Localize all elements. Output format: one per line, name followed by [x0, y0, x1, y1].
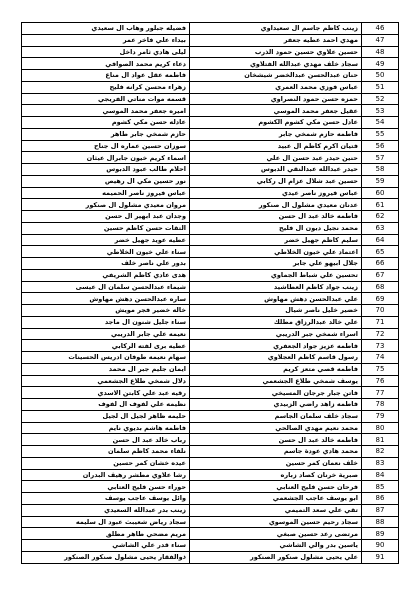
- table-row: [22, 340, 399, 352]
- second-name-cell: عيده خشان كمر حسين: [22, 457, 190, 469]
- second-name-cell: نلفاء محمد كاظم سلمان: [22, 446, 190, 458]
- table-row: [22, 328, 399, 340]
- table-row: [22, 93, 399, 105]
- first-name-cell: يوسف شمخي طلاع الجشعمي: [190, 375, 362, 387]
- first-name-cell: فتيان اكرم كاظم ال عبيد: [190, 140, 362, 152]
- table-row: [22, 457, 399, 469]
- second-name-cell: ليلى هادي ثامر داخل: [22, 46, 190, 58]
- first-name-cell: حسين علاوي حسين حمود الذرب: [190, 46, 362, 58]
- row-number-cell: 71: [362, 316, 399, 328]
- table-row: [22, 164, 399, 176]
- table-row: [22, 399, 399, 411]
- table-row: [22, 117, 399, 129]
- row-number-cell: 64: [362, 234, 399, 246]
- second-name-cell: عادله حسن مكي كشوم: [22, 117, 190, 129]
- second-name-cell: سناء علي خيون الخلاطي: [22, 246, 190, 258]
- table-row: [22, 234, 399, 246]
- second-name-cell: فاطمه هاشم بديوي نايم: [22, 422, 190, 434]
- row-number-cell: 80: [362, 422, 399, 434]
- second-name-cell: نظيمه علي لفوف ال لفوف: [22, 399, 190, 411]
- row-number-cell: 75: [362, 363, 399, 375]
- table-row: [22, 281, 399, 293]
- second-name-cell: سهام نعيمه طوفان ادريس الحسينات: [22, 352, 190, 364]
- table-row: [22, 481, 399, 493]
- row-number-cell: 86: [362, 493, 399, 505]
- row-number-cell: 81: [362, 434, 399, 446]
- first-name-cell: اسراء شمخي جبر الدريبي: [190, 328, 362, 340]
- table-row: [22, 222, 399, 234]
- row-number-cell: 78: [362, 399, 399, 411]
- second-name-cell: عطيه برى لفته الركابي: [22, 340, 190, 352]
- first-name-cell: ياسين بدر والي الشاشي: [190, 540, 362, 552]
- second-name-cell: سناء قدر علي الشاشي: [22, 540, 190, 552]
- first-name-cell: حسين عبد شلال عزام ال ركابي: [190, 175, 362, 187]
- first-name-cell: فاطمه خالد عبد ال حسن: [190, 211, 362, 223]
- first-name-cell: خلف نعمان كمر حسين: [190, 457, 362, 469]
- second-name-cell: احلام طالب عبود الدبوس: [22, 164, 190, 176]
- row-number-cell: 47: [362, 34, 399, 46]
- second-name-cell: زينب بدر عبدالله السعيدي: [22, 504, 190, 516]
- second-name-cell: بدور علي ناصر خلف: [22, 258, 190, 270]
- second-name-cell: عطيه عويد جهيل خضر: [22, 234, 190, 246]
- table-row: [22, 422, 399, 434]
- second-name-cell: رباب خالد عبد ال حسن: [22, 434, 190, 446]
- second-name-cell: نور حسين مكي ال رهيص: [22, 175, 190, 187]
- second-name-cell: قسمه موات مناتي الفريجي: [22, 93, 190, 105]
- row-number-cell: 79: [362, 410, 399, 422]
- first-name-cell: فاطمه زاهد راضي الزبيدي: [190, 399, 362, 411]
- row-number-cell: 60: [362, 187, 399, 199]
- first-name-cell: سليم كاظم جهيل خضر: [190, 234, 362, 246]
- row-number-cell: 61: [362, 199, 399, 211]
- row-number-cell: 70: [362, 305, 399, 317]
- table-row: [22, 387, 399, 399]
- first-name-cell: زينب جواد كاظم العطاشيد: [190, 281, 362, 293]
- first-name-cell: فاطمه قصي متعز كريم: [190, 363, 362, 375]
- second-name-cell: وائل يوسف عاجب يوسف: [22, 493, 190, 505]
- first-name-cell: سجاد خلف مهدي عبدالله الفتلاوي: [190, 58, 362, 70]
- second-name-cell: بيداء علي فاخر عمر: [22, 34, 190, 46]
- first-name-cell: فرحان حسن فليح العنابي: [190, 481, 362, 493]
- names-table-body: [22, 23, 399, 564]
- second-name-cell: التقات حسن كاظم حسين: [22, 222, 190, 234]
- row-number-cell: 67: [362, 269, 399, 281]
- first-name-cell: عباس فيروز ناصر عيدي: [190, 187, 362, 199]
- row-number-cell: 77: [362, 387, 399, 399]
- second-name-cell: رشا علاوي مطشر رهيف البدران: [22, 469, 190, 481]
- table-row: [22, 23, 399, 35]
- row-number-cell: 68: [362, 281, 399, 293]
- first-name-cell: تقي علي سعد التميمي: [190, 504, 362, 516]
- table-row: [22, 211, 399, 223]
- row-number-cell: 72: [362, 328, 399, 340]
- table-row: [22, 128, 399, 140]
- first-name-cell: علي يحيى مشلول صنكور الصنكور: [190, 551, 362, 563]
- first-name-cell: سجاد خلف سلمان الجاسم: [190, 410, 362, 422]
- row-number-cell: 54: [362, 117, 399, 129]
- table-row: [22, 70, 399, 82]
- first-name-cell: عباس فوزي محمد العمري: [190, 81, 362, 93]
- row-number-cell: 51: [362, 81, 399, 93]
- table-row: [22, 81, 399, 93]
- first-name-cell: محمد هادي عودة جاسم: [190, 446, 362, 458]
- first-name-cell: فاطمه عزيز جواد الجعفري: [190, 340, 362, 352]
- second-name-cell: نعيمه علي جابر الدريبي: [22, 328, 190, 340]
- row-number-cell: 83: [362, 457, 399, 469]
- row-number-cell: 57: [362, 152, 399, 164]
- second-name-cell: حوراء حسن فليح العتابي: [22, 481, 190, 493]
- first-name-cell: فاطمه خالد عبد ال حسن: [190, 434, 362, 446]
- first-name-cell: خضير خليل ناصر شيال: [190, 305, 362, 317]
- first-name-cell: زينب كاظم جاسم ال سعيداوي: [190, 23, 362, 35]
- first-name-cell: علي عبدالحسن دهش مهاوش: [190, 293, 362, 305]
- second-name-cell: حليمه ظاهر لجيل ال لجيل: [22, 410, 190, 422]
- row-number-cell: 66: [362, 258, 399, 270]
- first-name-cell: اعتماد علي خيون الخلاطي: [190, 246, 362, 258]
- row-number-cell: 62: [362, 211, 399, 223]
- second-name-cell: رقيه عبد علي كابتن الاسدي: [22, 387, 190, 399]
- second-name-cell: سجاد رياض شعيبث عبود ال سليمه: [22, 516, 190, 528]
- first-name-cell: محمد نجيل ديون ال فليح: [190, 222, 362, 234]
- row-number-cell: 84: [362, 469, 399, 481]
- first-name-cell: حنين حيدر عبد حسن ال علي: [190, 152, 362, 164]
- first-name-cell: حيدر عبدالله عبدالنقي الدبوس: [190, 164, 362, 176]
- row-number-cell: 69: [362, 293, 399, 305]
- table-row: [22, 293, 399, 305]
- row-number-cell: 55: [362, 128, 399, 140]
- second-name-cell: فضيله جبلور وهاب ال سعيدي: [22, 23, 190, 35]
- table-row: [22, 551, 399, 563]
- first-name-cell: عقيل جعفر محمد الموسي: [190, 105, 362, 117]
- table-row: [22, 246, 399, 258]
- row-number-cell: 53: [362, 105, 399, 117]
- table-row: [22, 516, 399, 528]
- table-row: [22, 175, 399, 187]
- second-name-cell: ذوالفقار يحيى مشلول صنكور الصنكور: [22, 551, 190, 563]
- table-row: [22, 540, 399, 552]
- table-row: [22, 152, 399, 164]
- table-row: [22, 493, 399, 505]
- first-name-cell: فاتن جبار جرجان المسيخي: [190, 387, 362, 399]
- row-number-cell: 63: [362, 222, 399, 234]
- second-name-cell: مريم مضحي طاهر مطلق: [22, 528, 190, 540]
- table-row: [22, 140, 399, 152]
- first-name-cell: مهدي احمد عطيه جعفر: [190, 34, 362, 46]
- second-name-cell: ساره عبدالحسن دهش مهاوش: [22, 293, 190, 305]
- row-number-cell: 65: [362, 246, 399, 258]
- row-number-cell: 49: [362, 58, 399, 70]
- second-name-cell: سناء جليل شنون ال ماجد: [22, 316, 190, 328]
- table-row: [22, 105, 399, 117]
- second-name-cell: عباس فيروز ناصر الحميمه: [22, 187, 190, 199]
- table-row: [22, 469, 399, 481]
- first-name-cell: علي خالد عبدالرزاق مطلك: [190, 316, 362, 328]
- second-name-cell: ايمان جليم جبر ال محمد: [22, 363, 190, 375]
- first-name-cell: مرتضى رعد حسين صبغي: [190, 528, 362, 540]
- first-name-cell: حنان عبدالحسن عبدالخضر شيشخان: [190, 70, 362, 82]
- row-number-cell: 73: [362, 340, 399, 352]
- second-name-cell: وجدان عبد ابهير ال حسن: [22, 211, 190, 223]
- second-name-cell: دلال شمخي طلاع الجشعمي: [22, 375, 190, 387]
- first-name-cell: صبرية خرنان كصاد زباره: [190, 469, 362, 481]
- row-number-cell: 88: [362, 516, 399, 528]
- first-name-cell: جلال ابيهو علي جابر: [190, 258, 362, 270]
- table-row: [22, 46, 399, 58]
- row-number-cell: 90: [362, 540, 399, 552]
- table-row: [22, 352, 399, 364]
- table-row: [22, 305, 399, 317]
- first-name-cell: سجاد رحيم حسين الموسوي: [190, 516, 362, 528]
- row-number-cell: 46: [362, 23, 399, 35]
- row-number-cell: 56: [362, 140, 399, 152]
- first-name-cell: رسول قاسم كاظم العجلاوي: [190, 352, 362, 364]
- table-row: [22, 363, 399, 375]
- second-name-cell: فاطمه عقل عواد ال مناع: [22, 70, 190, 82]
- first-name-cell: محمد نعيم مهدي الصالحي: [190, 422, 362, 434]
- table-row: [22, 375, 399, 387]
- row-number-cell: 52: [362, 93, 399, 105]
- second-name-cell: اسماء كريم خيون جابرال عيثان: [22, 152, 190, 164]
- first-name-cell: عدنان معيدي مشلول ال صنكور: [190, 199, 362, 211]
- row-number-cell: 89: [362, 528, 399, 540]
- second-name-cell: شيماء عبدالحسن سلمان ال عيسى: [22, 281, 190, 293]
- second-name-cell: خاله خضير فجر مويش: [22, 305, 190, 317]
- row-number-cell: 48: [362, 46, 399, 58]
- table-row: [22, 199, 399, 211]
- first-name-cell: تحسين علي شباط الجماوي: [190, 269, 362, 281]
- second-name-cell: مروان معيدي مشلول ال صنكور: [22, 199, 190, 211]
- second-name-cell: زهراء محسن كرانه فليح: [22, 81, 190, 93]
- row-number-cell: 76: [362, 375, 399, 387]
- table-row: [22, 269, 399, 281]
- table-row: [22, 258, 399, 270]
- row-number-cell: 58: [362, 164, 399, 176]
- table-row: [22, 316, 399, 328]
- second-name-cell: دعاء كريم محمد الصوافي: [22, 58, 190, 70]
- table-row: [22, 528, 399, 540]
- table-row: [22, 34, 399, 46]
- names-table: [21, 22, 399, 564]
- row-number-cell: 91: [362, 551, 399, 563]
- second-name-cell: هدى عادي كاظم الشريفي: [22, 269, 190, 281]
- row-number-cell: 50: [362, 70, 399, 82]
- table-row: [22, 410, 399, 422]
- first-name-cell: حمزه حسن حمود النصراوي: [190, 93, 362, 105]
- row-number-cell: 74: [362, 352, 399, 364]
- first-name-cell: فاطمه حازم شمخي جابر: [190, 128, 362, 140]
- table-row: [22, 504, 399, 516]
- second-name-cell: سوزان حسين عماره ال جناح: [22, 140, 190, 152]
- table-row: [22, 434, 399, 446]
- first-name-cell: ابو يوسف عاجب الجشعمي: [190, 493, 362, 505]
- table-row: [22, 58, 399, 70]
- first-name-cell: عادل حسن مكي كشوم الكشوم: [190, 117, 362, 129]
- second-name-cell: اميره جعفر محمد الموسي: [22, 105, 190, 117]
- row-number-cell: 85: [362, 481, 399, 493]
- table-row: [22, 187, 399, 199]
- row-number-cell: 82: [362, 446, 399, 458]
- row-number-cell: 59: [362, 175, 399, 187]
- second-name-cell: حازم شمخي جابر طاهر: [22, 128, 190, 140]
- row-number-cell: 87: [362, 504, 399, 516]
- table-row: [22, 446, 399, 458]
